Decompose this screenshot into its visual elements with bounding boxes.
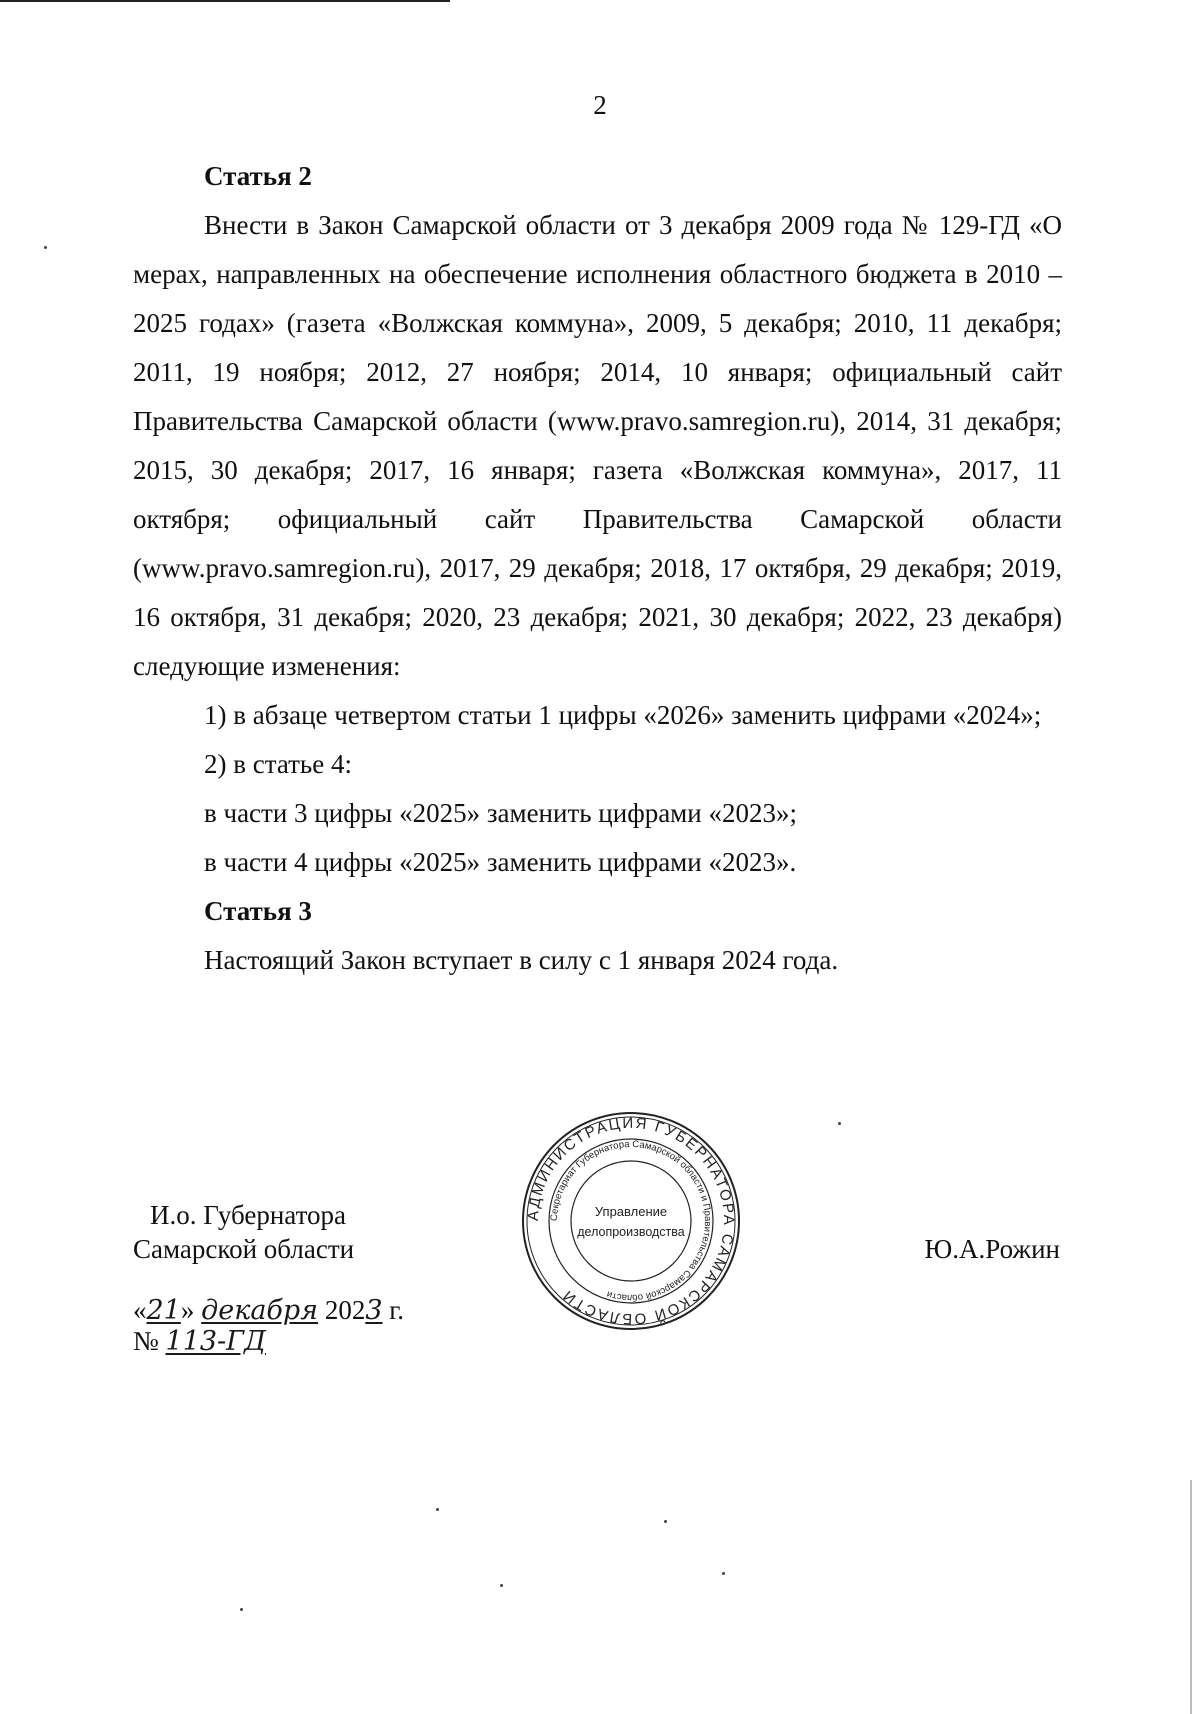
article-2-intro: Внести в Закон Самарской области от 3 декабря 2009 года № 129-ГД «О мерах, направленных на обеспечение исполнения областного бюджета в 2010 – 2025 годах» (газета «Волжская коммуна», 2009, 5 декабря; 2010, 11 декабря; 2011, 19 ноября; 2012, 27 ноября; 2014, 10 января; официальный сайт Правительства Самарской области (www.pravo.samregion.ru), 2014, 31 декабря; 2015, 30 декабря; 2017, 16 января; газета «Волжская коммуна», 2017, 11 октября; официальный сайт Правительства Самарской области (www.pravo.samregion.ru), 2017, 29 декабря; 2018, 17 октября, 29 декабря; 2019, 16 октября, 31 декабря; 2020, 23 декабря; 2021, 30 декабря; 2022, 23 декабря) следующие изменения: — [133, 210, 1062, 681]
seal-outer-text: АДМИНИСТРАЦИЯ ГУБЕРНАТОРА САМАРСКОЙ ОБЛАСТИ — [524, 1114, 738, 1328]
signatory-title-line-1: И.о. Губернатора — [150, 1200, 347, 1230]
date-month: декабря — [201, 1295, 319, 1326]
scan-speck — [664, 1520, 667, 1523]
date-year-prefix: 202 — [324, 1295, 366, 1325]
law-date-number — [133, 1295, 404, 1357]
scan-speck — [500, 1584, 503, 1587]
document-body — [133, 152, 1062, 985]
scan-right-edge — [1190, 1480, 1192, 1714]
scan-speck — [722, 1572, 725, 1575]
article-2-heading: Статья 2 — [204, 161, 312, 191]
official-seal — [520, 1110, 742, 1332]
article-3-heading: Статья 3 — [204, 896, 312, 926]
law-number-value: 113-ГД — [165, 1326, 267, 1357]
page-number: 2 — [593, 90, 607, 120]
scan-speck — [240, 1608, 243, 1611]
date-close-quote: » — [180, 1295, 195, 1325]
signatory-name: Ю.А.Рожин — [924, 1234, 1060, 1264]
seal-center-line-1: Управление — [594, 1204, 668, 1219]
article-2-item-2-part-3: в части 3 цифры «2025» заменить цифрами «2023»; — [204, 798, 797, 828]
scan-top-edge — [0, 0, 450, 2]
signatory-title-line-2: Самарской области — [133, 1234, 355, 1264]
law-date-line — [133, 1295, 404, 1326]
article-2-item-2: 2) в статье 4: — [204, 749, 352, 779]
signatory-title — [133, 1198, 354, 1266]
scan-speck — [436, 1508, 439, 1511]
law-number-line — [133, 1326, 404, 1357]
scan-speck — [44, 246, 47, 249]
seal-center-line-2: делопроизводства — [577, 1225, 685, 1239]
article-2-item-2-part-4: в части 4 цифры «2025» заменить цифрами «2023». — [204, 847, 797, 877]
article-3-text: Настоящий Закон вступает в силу с 1 января 2024 года. — [204, 945, 839, 975]
seal-middle-text: Секретариат Губернатора Самарской области и Правительства Самарской области — [548, 1138, 714, 1304]
svg-text:Секретариат Губернатора Самарс — [549, 1139, 713, 1303]
article-2-item-1: 1) в абзаце четвертом статьи 1 цифры «2026» заменить цифрами «2024»; — [204, 700, 1042, 730]
date-day: 21 — [146, 1295, 181, 1326]
date-year-suffix: г. — [389, 1295, 405, 1325]
date-open-quote: « — [133, 1295, 147, 1325]
scan-speck — [838, 1122, 841, 1125]
date-year-digit: 3 — [365, 1295, 383, 1326]
law-number-label: № — [133, 1326, 159, 1356]
